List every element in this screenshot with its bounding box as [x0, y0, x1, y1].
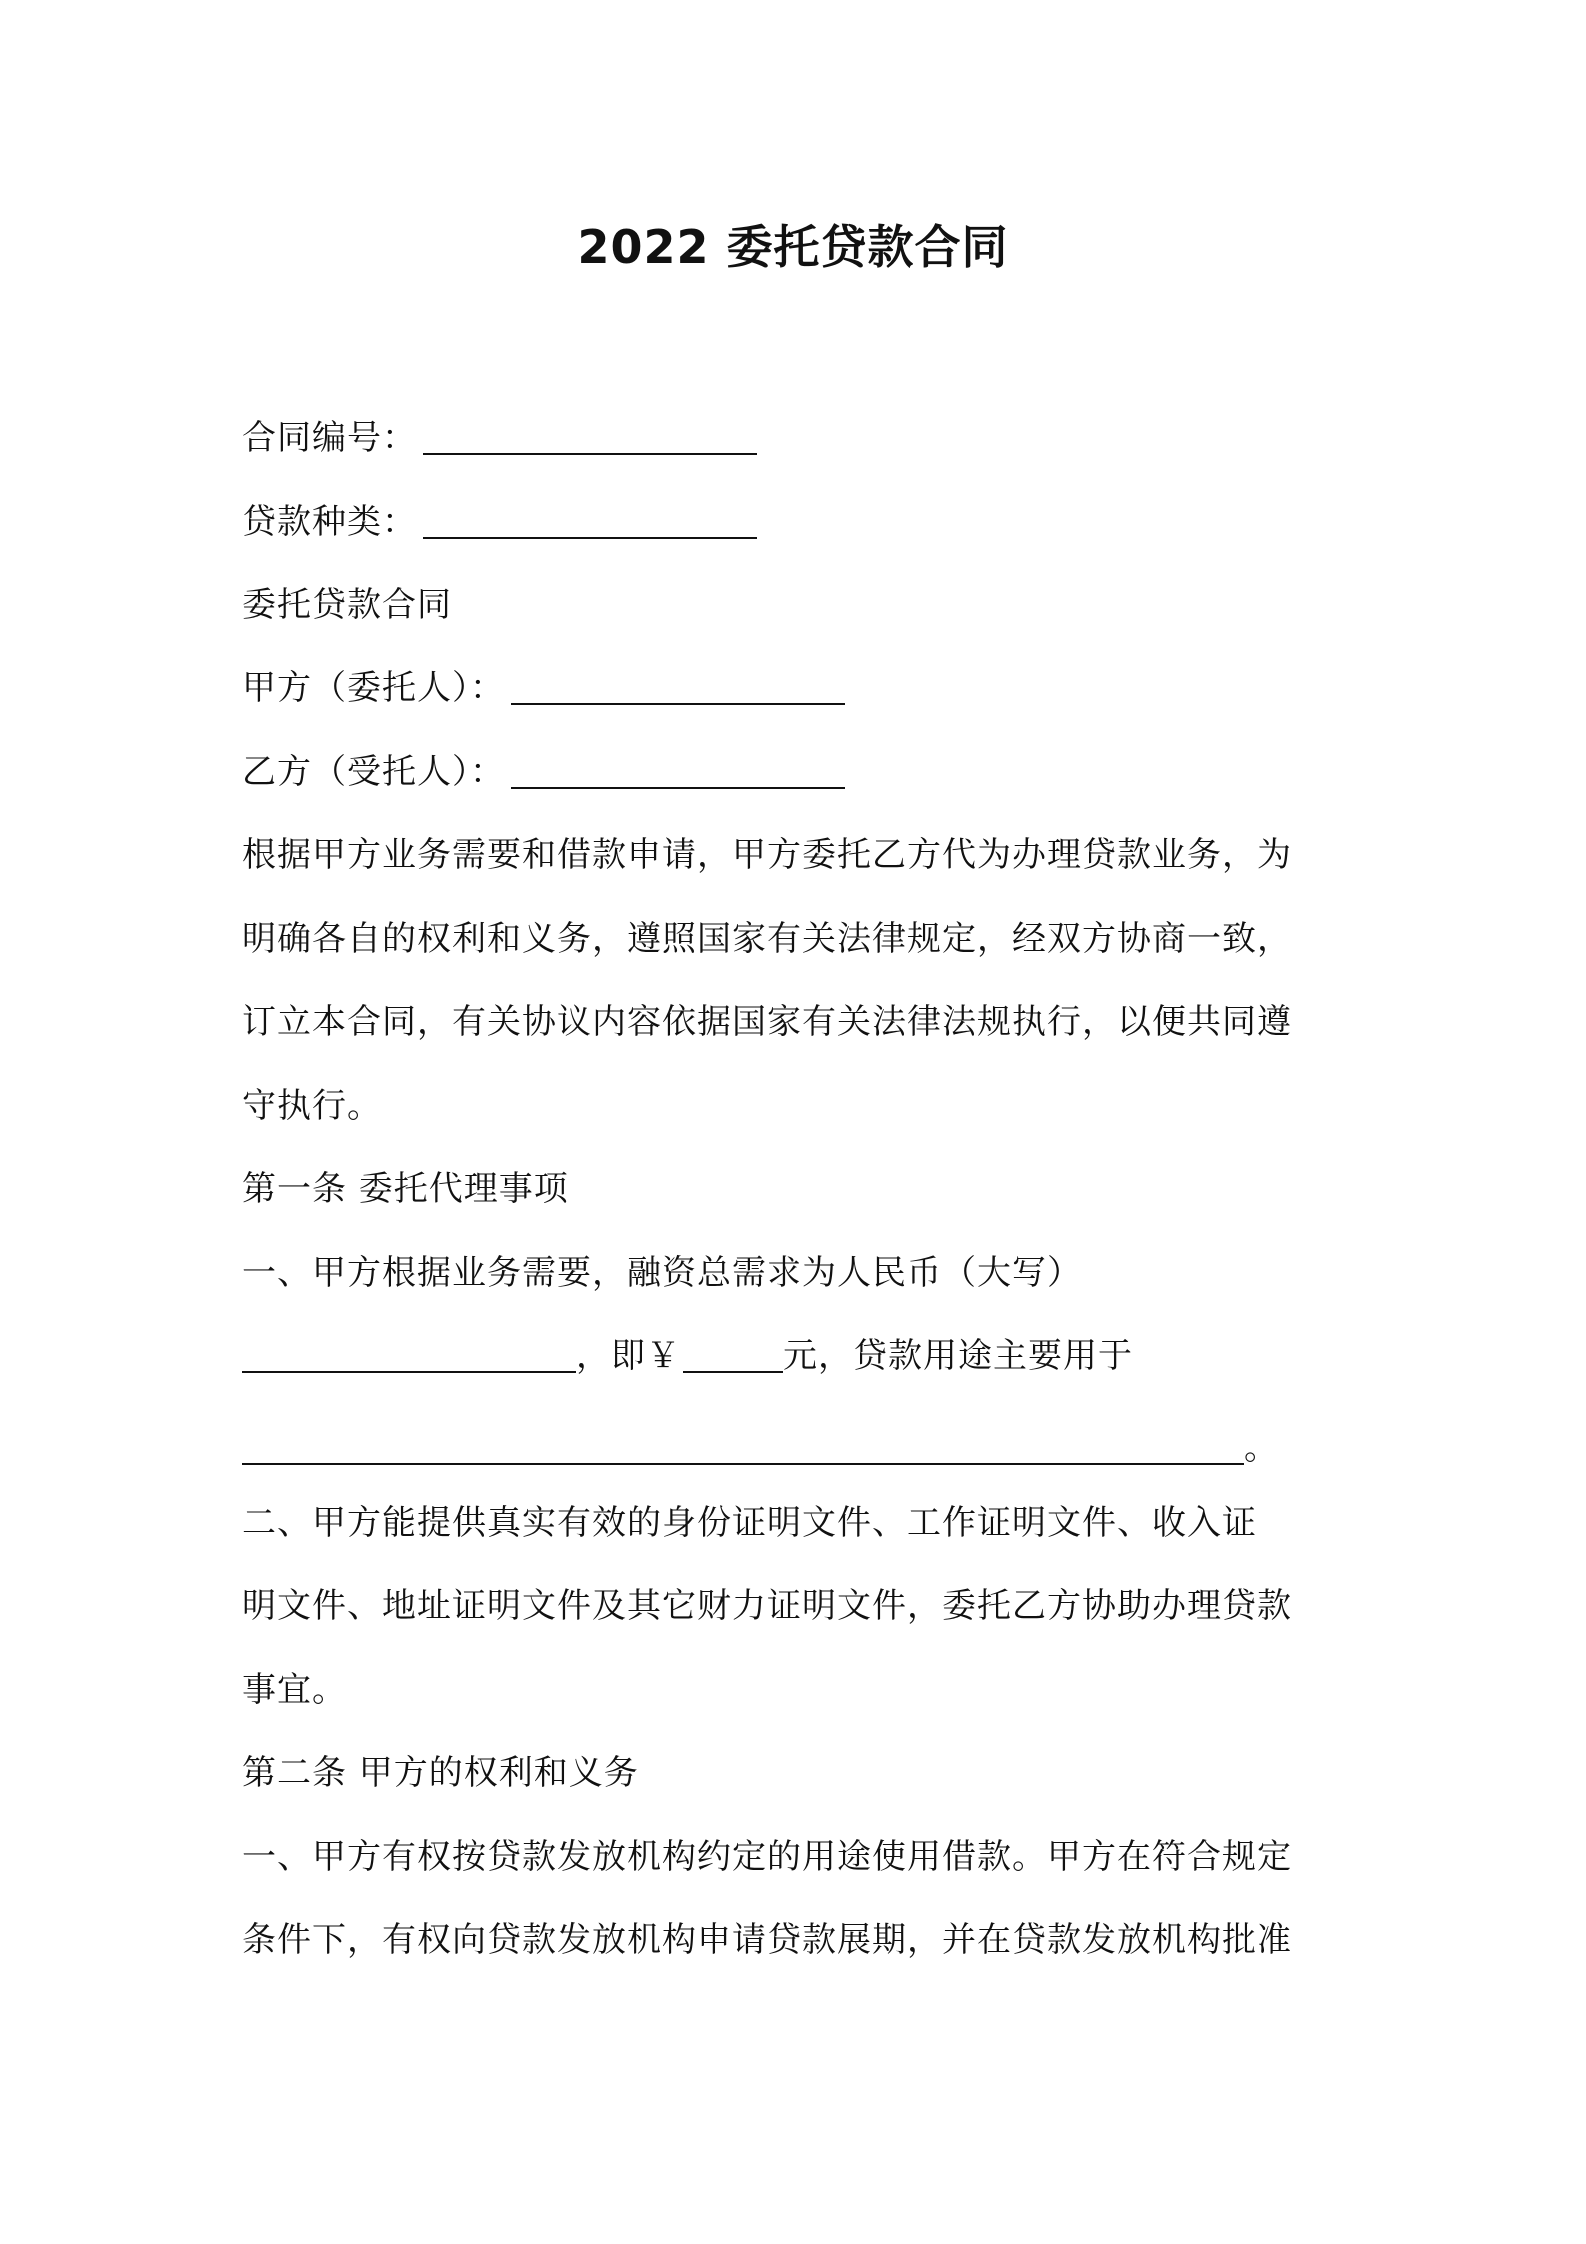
loan-type-blank: [423, 507, 757, 539]
loan-purpose-row: [242, 1418, 1362, 1478]
article-2-item-1-line: 条件下，有权向贷款发放机构申请贷款展期，并在贷款发放机构批准: [242, 1920, 1292, 1960]
party-a-row: [242, 658, 1362, 718]
preamble-line: 明确各自的权利和义务，遵照国家有关法律规定，经双方协商一致，: [242, 919, 1292, 959]
article-1-item-2-line: 事宜。: [242, 1670, 347, 1710]
article-1-item-2-line: 明文件、地址证明文件及其它财力证明文件，委托乙方协助办理贷款: [242, 1586, 1292, 1626]
article-1-heading: 第一条 委托代理事项: [242, 1169, 569, 1209]
loan-purpose-text: 元，贷款用途主要用于: [783, 1336, 1133, 1376]
party-b-label: 乙方（受托人）：: [242, 752, 505, 792]
loan-type-row: [242, 492, 1362, 552]
contract-number-label: 合同编号：: [242, 418, 417, 458]
loan-purpose-end: 。: [1244, 1428, 1279, 1468]
article-2-heading: 第二条 甲方的权利和义务: [242, 1753, 639, 1793]
preamble-line: 订立本合同，有关协议内容依据国家有关法律法规执行，以便共同遵: [242, 1002, 1292, 1042]
article-1-item-1-line: 一、甲方根据业务需要，融资总需求为人民币（大写）: [242, 1253, 1082, 1293]
loan-type-label: 贷款种类：: [242, 502, 417, 542]
preamble-line: 根据甲方业务需要和借款申请，甲方委托乙方代为办理贷款业务，为: [242, 835, 1292, 875]
amount-figure-blank: [683, 1341, 783, 1373]
party-a-blank: [511, 673, 845, 705]
article-2-item-1-line: 一、甲方有权按贷款发放机构约定的用途使用借款。甲方在符合规定: [242, 1837, 1292, 1877]
amount-separator-text: ，即￥: [576, 1336, 681, 1376]
contract-number-blank: [423, 423, 757, 455]
contract-number-row: [242, 408, 1362, 468]
document-subtitle: 委托贷款合同: [242, 585, 452, 625]
preamble-line: 守执行。: [242, 1086, 382, 1126]
article-1-item-2-line: 二、甲方能提供真实有效的身份证明文件、工作证明文件、收入证: [242, 1503, 1257, 1543]
loan-purpose-blank: [242, 1433, 1244, 1465]
amount-words-blank: [242, 1341, 576, 1373]
document-title: 2022 委托贷款合同: [577, 220, 1009, 274]
party-a-label: 甲方（委托人）：: [242, 668, 505, 708]
party-b-blank: [511, 757, 845, 789]
party-b-row: [242, 742, 1362, 802]
article-1-amount-row: [242, 1326, 1362, 1386]
